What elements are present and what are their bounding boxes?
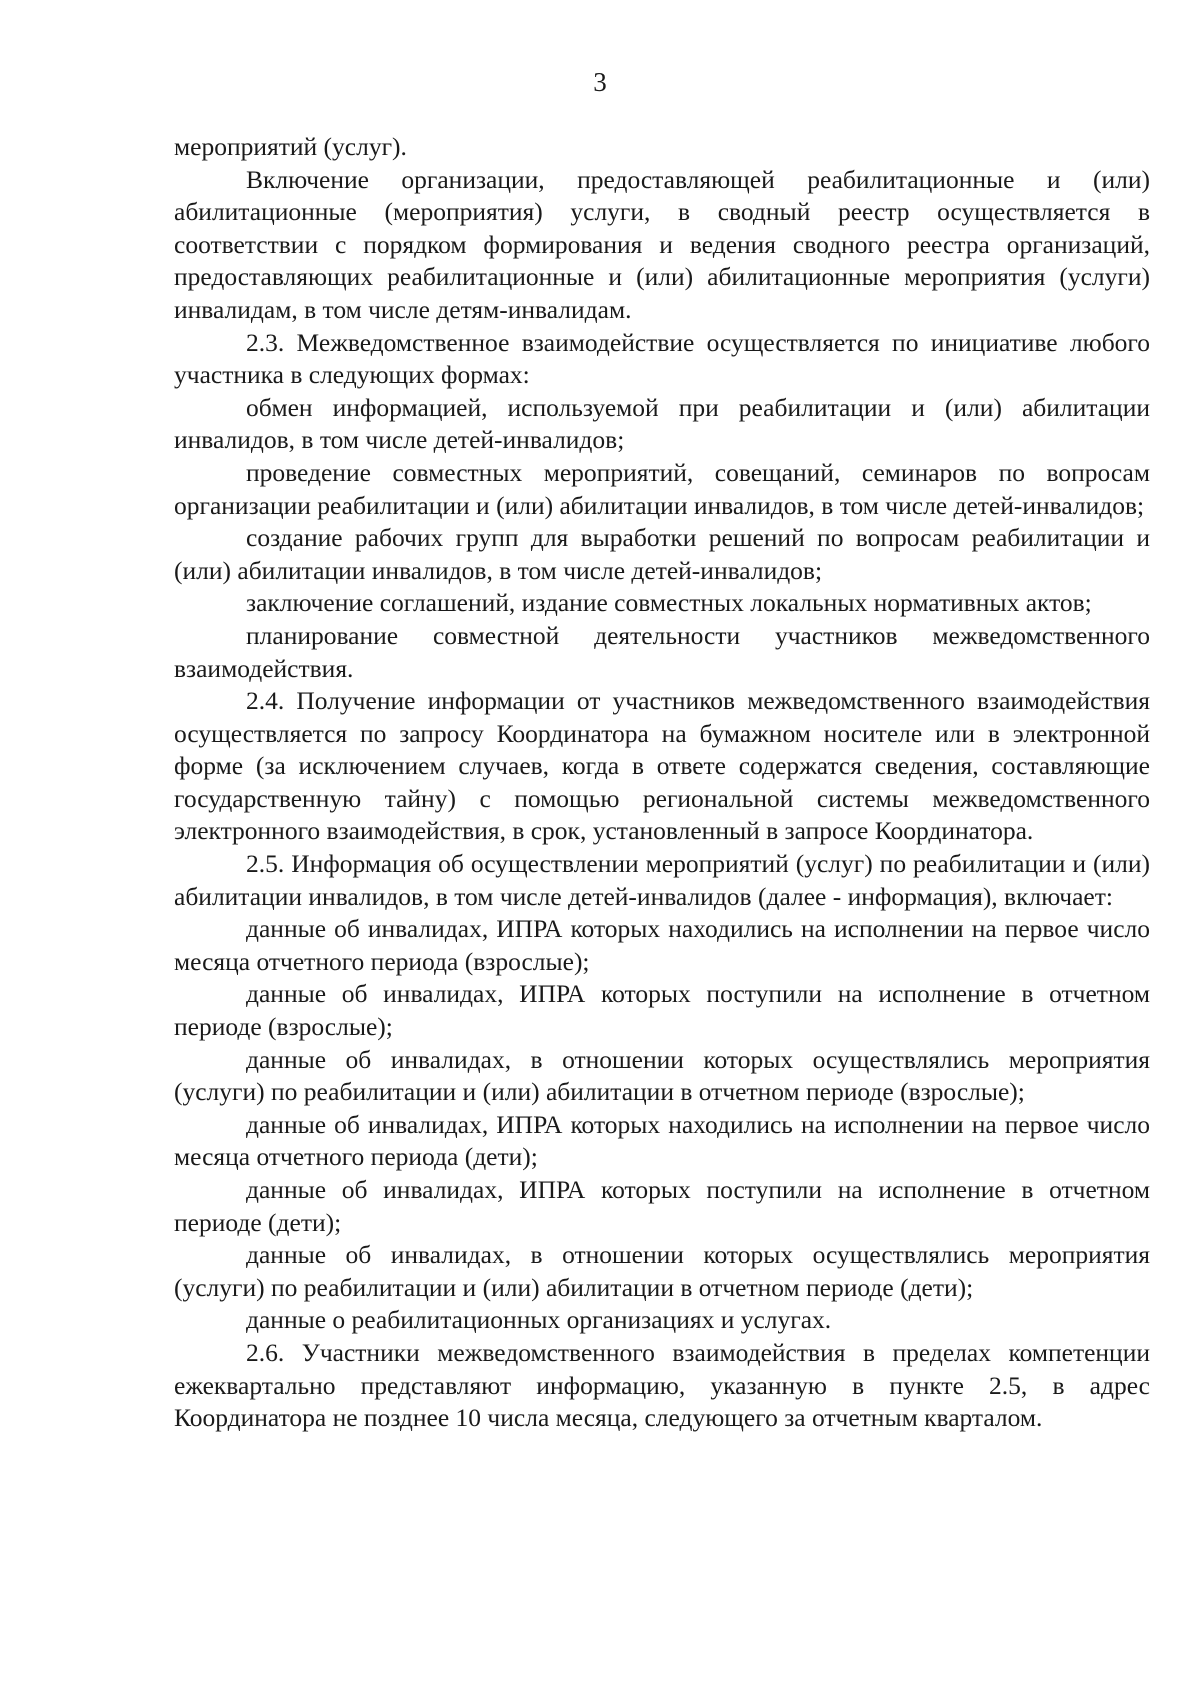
paragraph: данные об инвалидах, ИПРА которых находились на исполнении на первое число месяца отчетного периода (дети); xyxy=(174,1109,1150,1172)
paragraph: данные о реабилитационных организациях и услугах. xyxy=(246,1305,832,1335)
paragraph: мероприятий (услуг). xyxy=(174,132,407,161)
paragraph: данные об инвалидах, в отношении которых осуществлялись мероприятия (услуги) по реабилитации и (или) абилитации в отчетном периоде (взрослые); xyxy=(174,1044,1150,1107)
paragraph: планирование совместной деятельности участников межведомственного взаимодействия. xyxy=(174,620,1150,683)
page-number: 3 xyxy=(593,67,607,97)
paragraph: Включение организации, предоставляющей реабилитационные и (или) абилитационные (мероприятия) услуги, в сводный реестр осуществляется в соответствии с порядком формирования и ведения сводного реестра организаций, предоставляющих реабилитационные и (или) абилитационные мероприятия (услуги) инвалидам, в том числе детям-инвалидам. xyxy=(174,164,1150,324)
paragraph: данные об инвалидах, в отношении которых осуществлялись мероприятия (услуги) по реабилитации и (или) абилитации в отчетном периоде (дети); xyxy=(174,1240,1150,1302)
paragraph: 2.4. Получение информации от участников межведомственного взаимодействия осуществляется по запросу Координатора на бумажном носителе или в электронной форме (за исключением случаев, когда в ответе содержатся сведения, составляющие государственную тайну) с помощью региональной системы межведомственного электронного взаимодействия, в срок, установленный в запросе Координатора. xyxy=(174,686,1150,846)
paragraph: проведение совместных мероприятий, совещаний, семинаров по вопросам организации реабилитации и (или) абилитации инвалидов, в том числе детей-инвалидов; xyxy=(174,457,1150,520)
paragraph: 2.5. Информация об осуществлении мероприятий (услуг) по реабилитации и (или) абилитации инвалидов, в том числе детей-инвалидов (далее - информация), включает: xyxy=(174,849,1150,911)
paragraph: данные об инвалидах, ИПРА которых поступили на исполнение в отчетном периоде (взрослые); xyxy=(174,979,1150,1042)
paragraph: обмен информацией, используемой при реабилитации и (или) абилитации инвалидов, в том числе детей-инвалидов; xyxy=(174,392,1150,455)
paragraph: создание рабочих групп для выработки решений по вопросам реабилитации и (или) абилитации инвалидов, в том числе детей-инвалидов; xyxy=(174,523,1150,585)
paragraph: данные об инвалидах, ИПРА которых находились на исполнении на первое число месяца отчетного периода (взрослые); xyxy=(174,914,1150,976)
paragraph: 2.3. Межведомственное взаимодействие осуществляется по инициативе любого участника в следующих формах: xyxy=(174,327,1150,390)
paragraph: 2.6. Участники межведомственного взаимодействия в пределах компетенции ежеквартально представляют информацию, указанную в пункте 2.5, в адрес Координатора не позднее 10 числа месяца, следующего за отчетным кварталом. xyxy=(174,1337,1150,1433)
paragraph: заключение соглашений, издание совместных локальных нормативных актов; xyxy=(246,588,1092,618)
paragraph: данные об инвалидах, ИПРА которых поступили на исполнение в отчетном периоде (дети); xyxy=(174,1175,1150,1237)
document-body xyxy=(174,131,1150,1435)
